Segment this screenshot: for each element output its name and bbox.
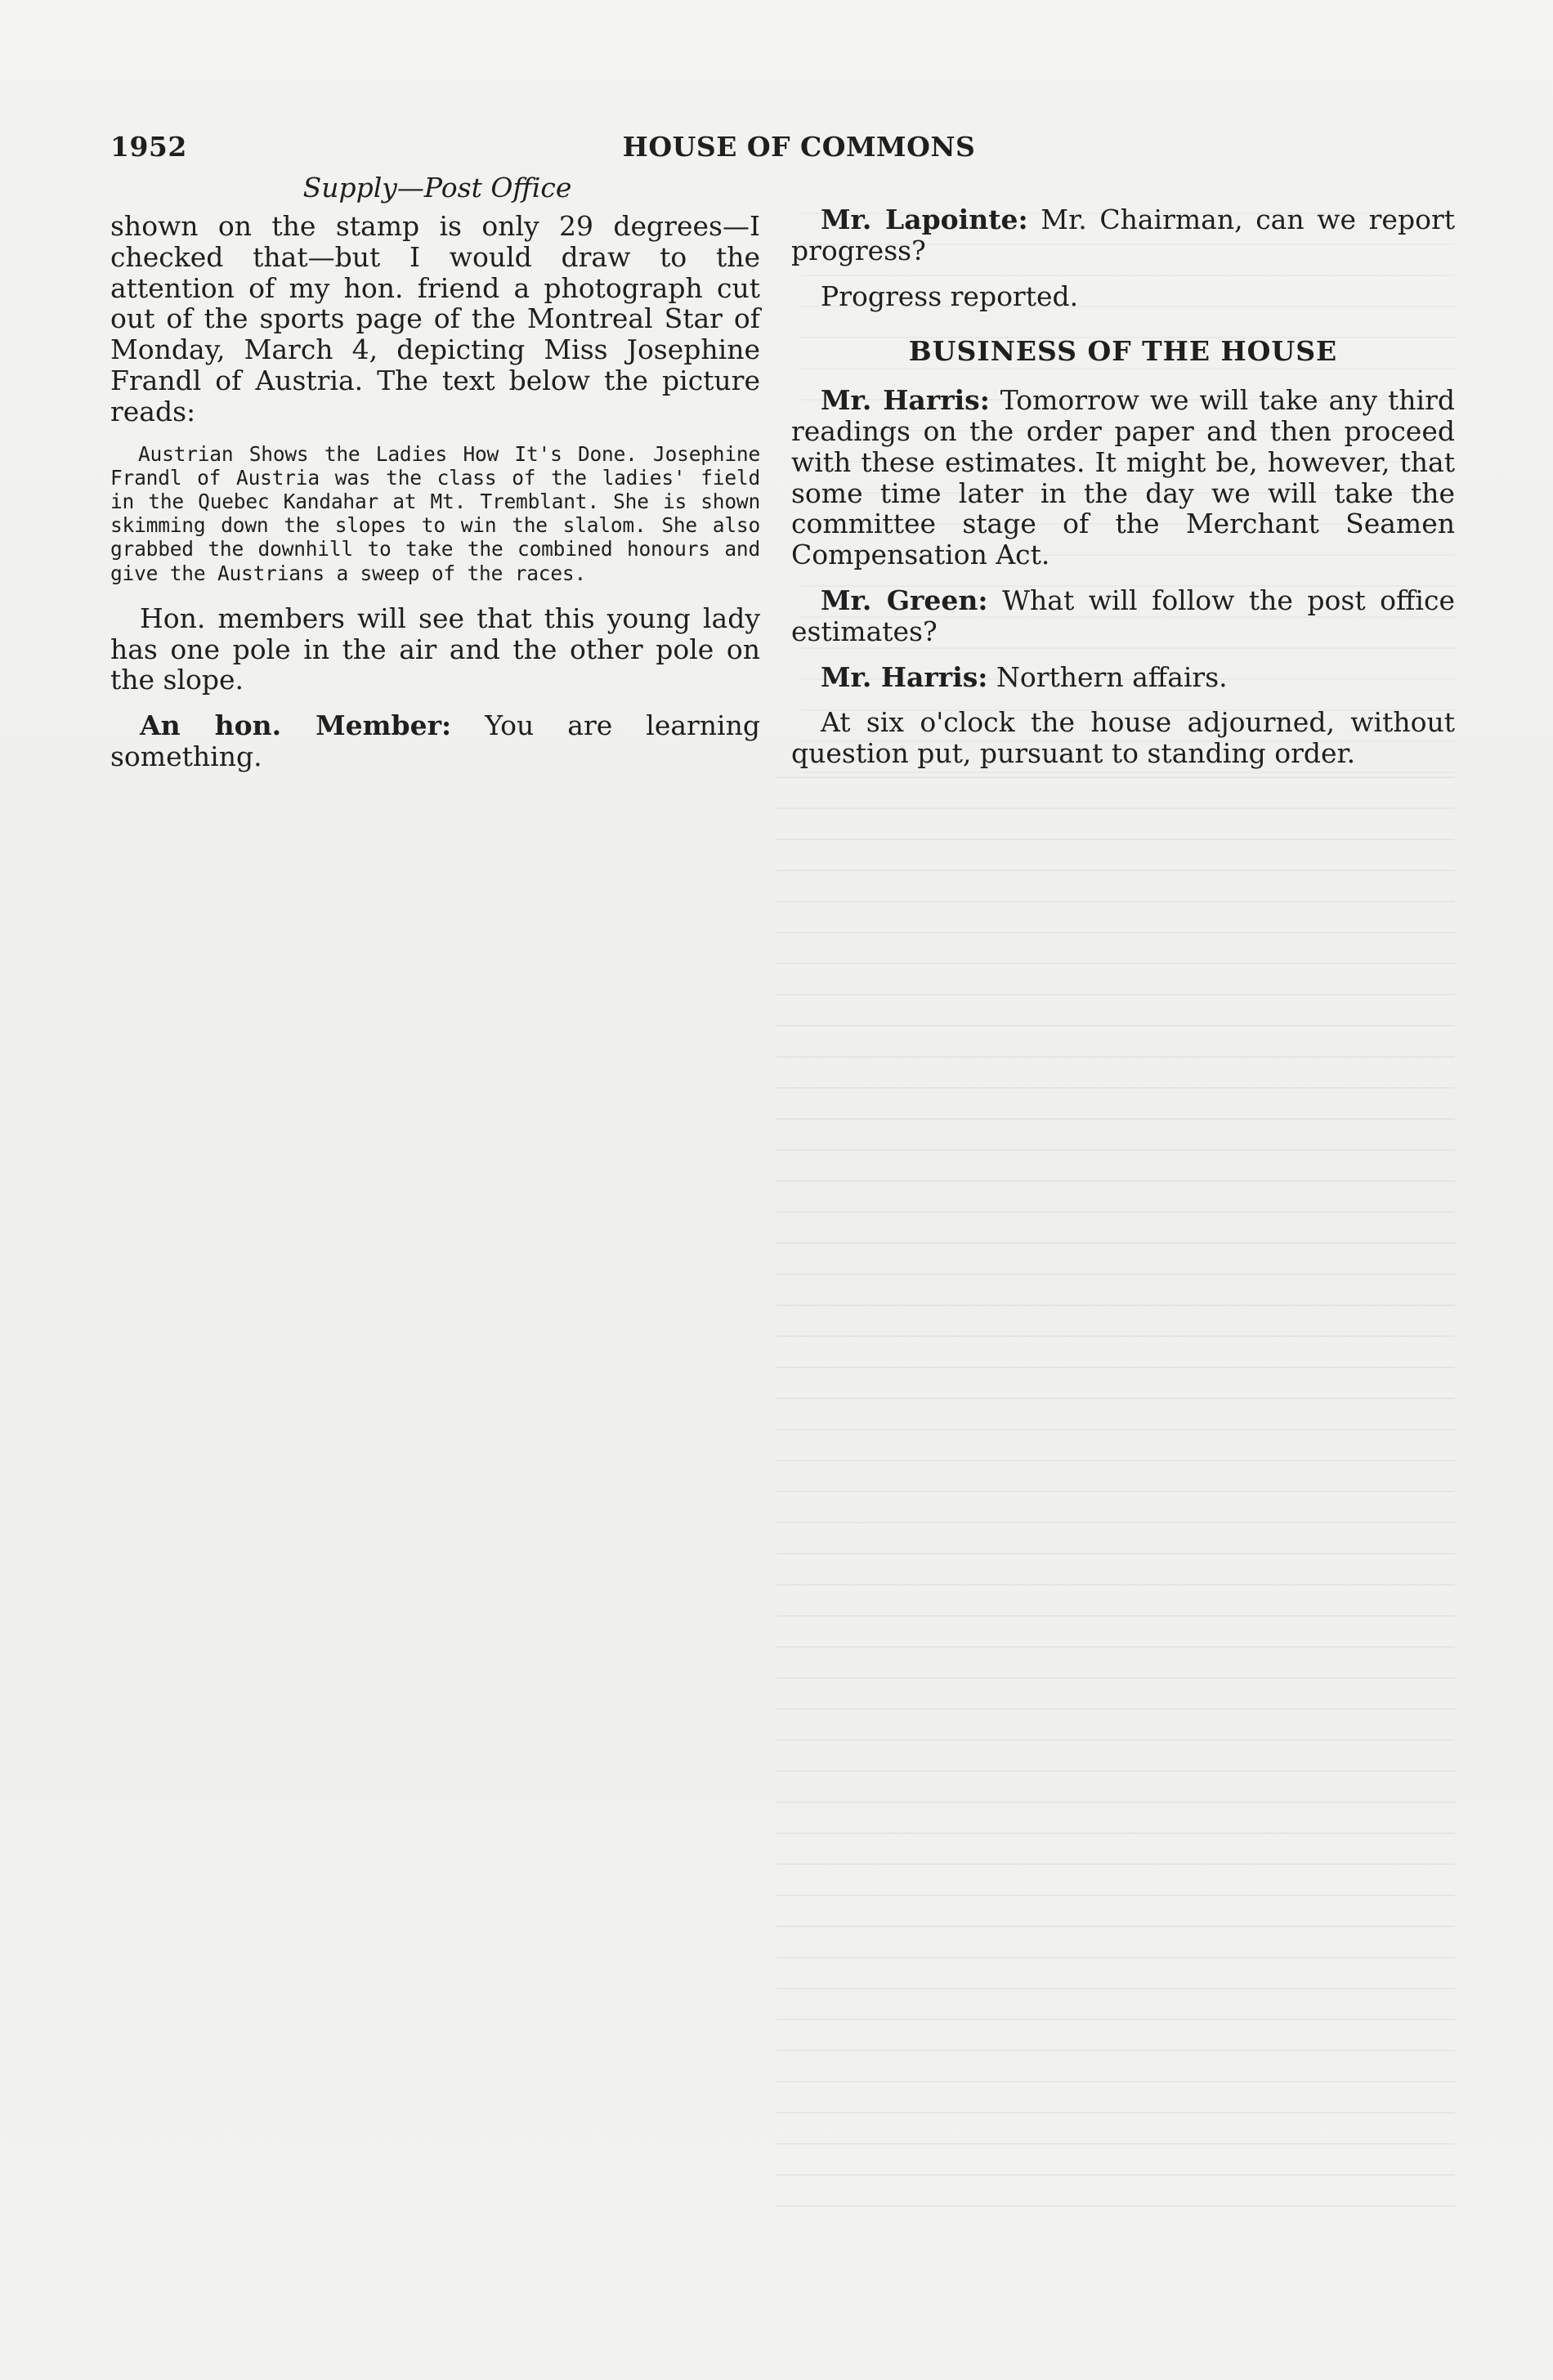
speaker-name: Mr. Harris: xyxy=(821,384,990,417)
paragraph xyxy=(791,585,1455,647)
left-column xyxy=(110,211,760,787)
speech-text: Northern affairs. xyxy=(987,660,1228,693)
paragraph: Progress reported. xyxy=(821,280,1079,312)
speech-text: Tomorrow we will take any third readings on the order paper and then proceed with these estimates. It might be, however, that some time later in the day we will take the committee stage of the Merchant Seamen Compensation Act. xyxy=(791,384,1455,571)
paragraph: Hon. members will see that this young lady has one pole in the air and the other pole on the slope. xyxy=(110,602,760,696)
speaker-name: Mr. Lapointe: xyxy=(821,204,1028,235)
section-heading: BUSINESS OF THE HOUSE xyxy=(908,335,1338,368)
speech-text: Mr. Chairman, can we report progress? xyxy=(791,204,1455,266)
speech-text: What will follow the post office estimates? xyxy=(791,584,1455,647)
paragraph xyxy=(791,204,1455,266)
block-quote: Austrian Shows the Ladies How It's Done. Josephine Frandl of Austria was the class of the ladies' field in the Quebec Kandahar at Mt. Tremblant. She is shown skimming down the slopes to win the slalom. She also grabbed the downhill to take the combined honours and give the Austrians a sweep of the races. xyxy=(110,441,760,585)
page-header xyxy=(110,131,1455,172)
speech-text: You are learning something. xyxy=(110,709,760,772)
speaker-name: Mr. Green: xyxy=(821,584,988,616)
page-title: HOUSE OF COMMONS xyxy=(622,131,976,163)
paragraph xyxy=(791,662,1455,693)
paragraph xyxy=(110,710,760,772)
show-through-texture xyxy=(776,776,1455,2223)
running-subhead: Supply—Post Office xyxy=(302,172,572,204)
right-column xyxy=(791,204,1455,784)
speaker-name: Mr. Harris: xyxy=(821,660,988,693)
paragraph xyxy=(791,385,1455,570)
paragraph: At six o'clock the house adjourned, without question put, pursuant to standing order. xyxy=(791,706,1455,770)
paragraph: shown on the stamp is only 29 degrees—I checked that—but I would draw to the attention of my hon. friend a photograph cut out of the sports page of the Montreal Star of Monday, March 4, depicting Miss Josephine Frandl of Austria. The text below the picture reads: xyxy=(110,210,760,427)
speaker-name: An hon. Member: xyxy=(140,709,452,742)
page-number: 1952 xyxy=(110,131,187,163)
